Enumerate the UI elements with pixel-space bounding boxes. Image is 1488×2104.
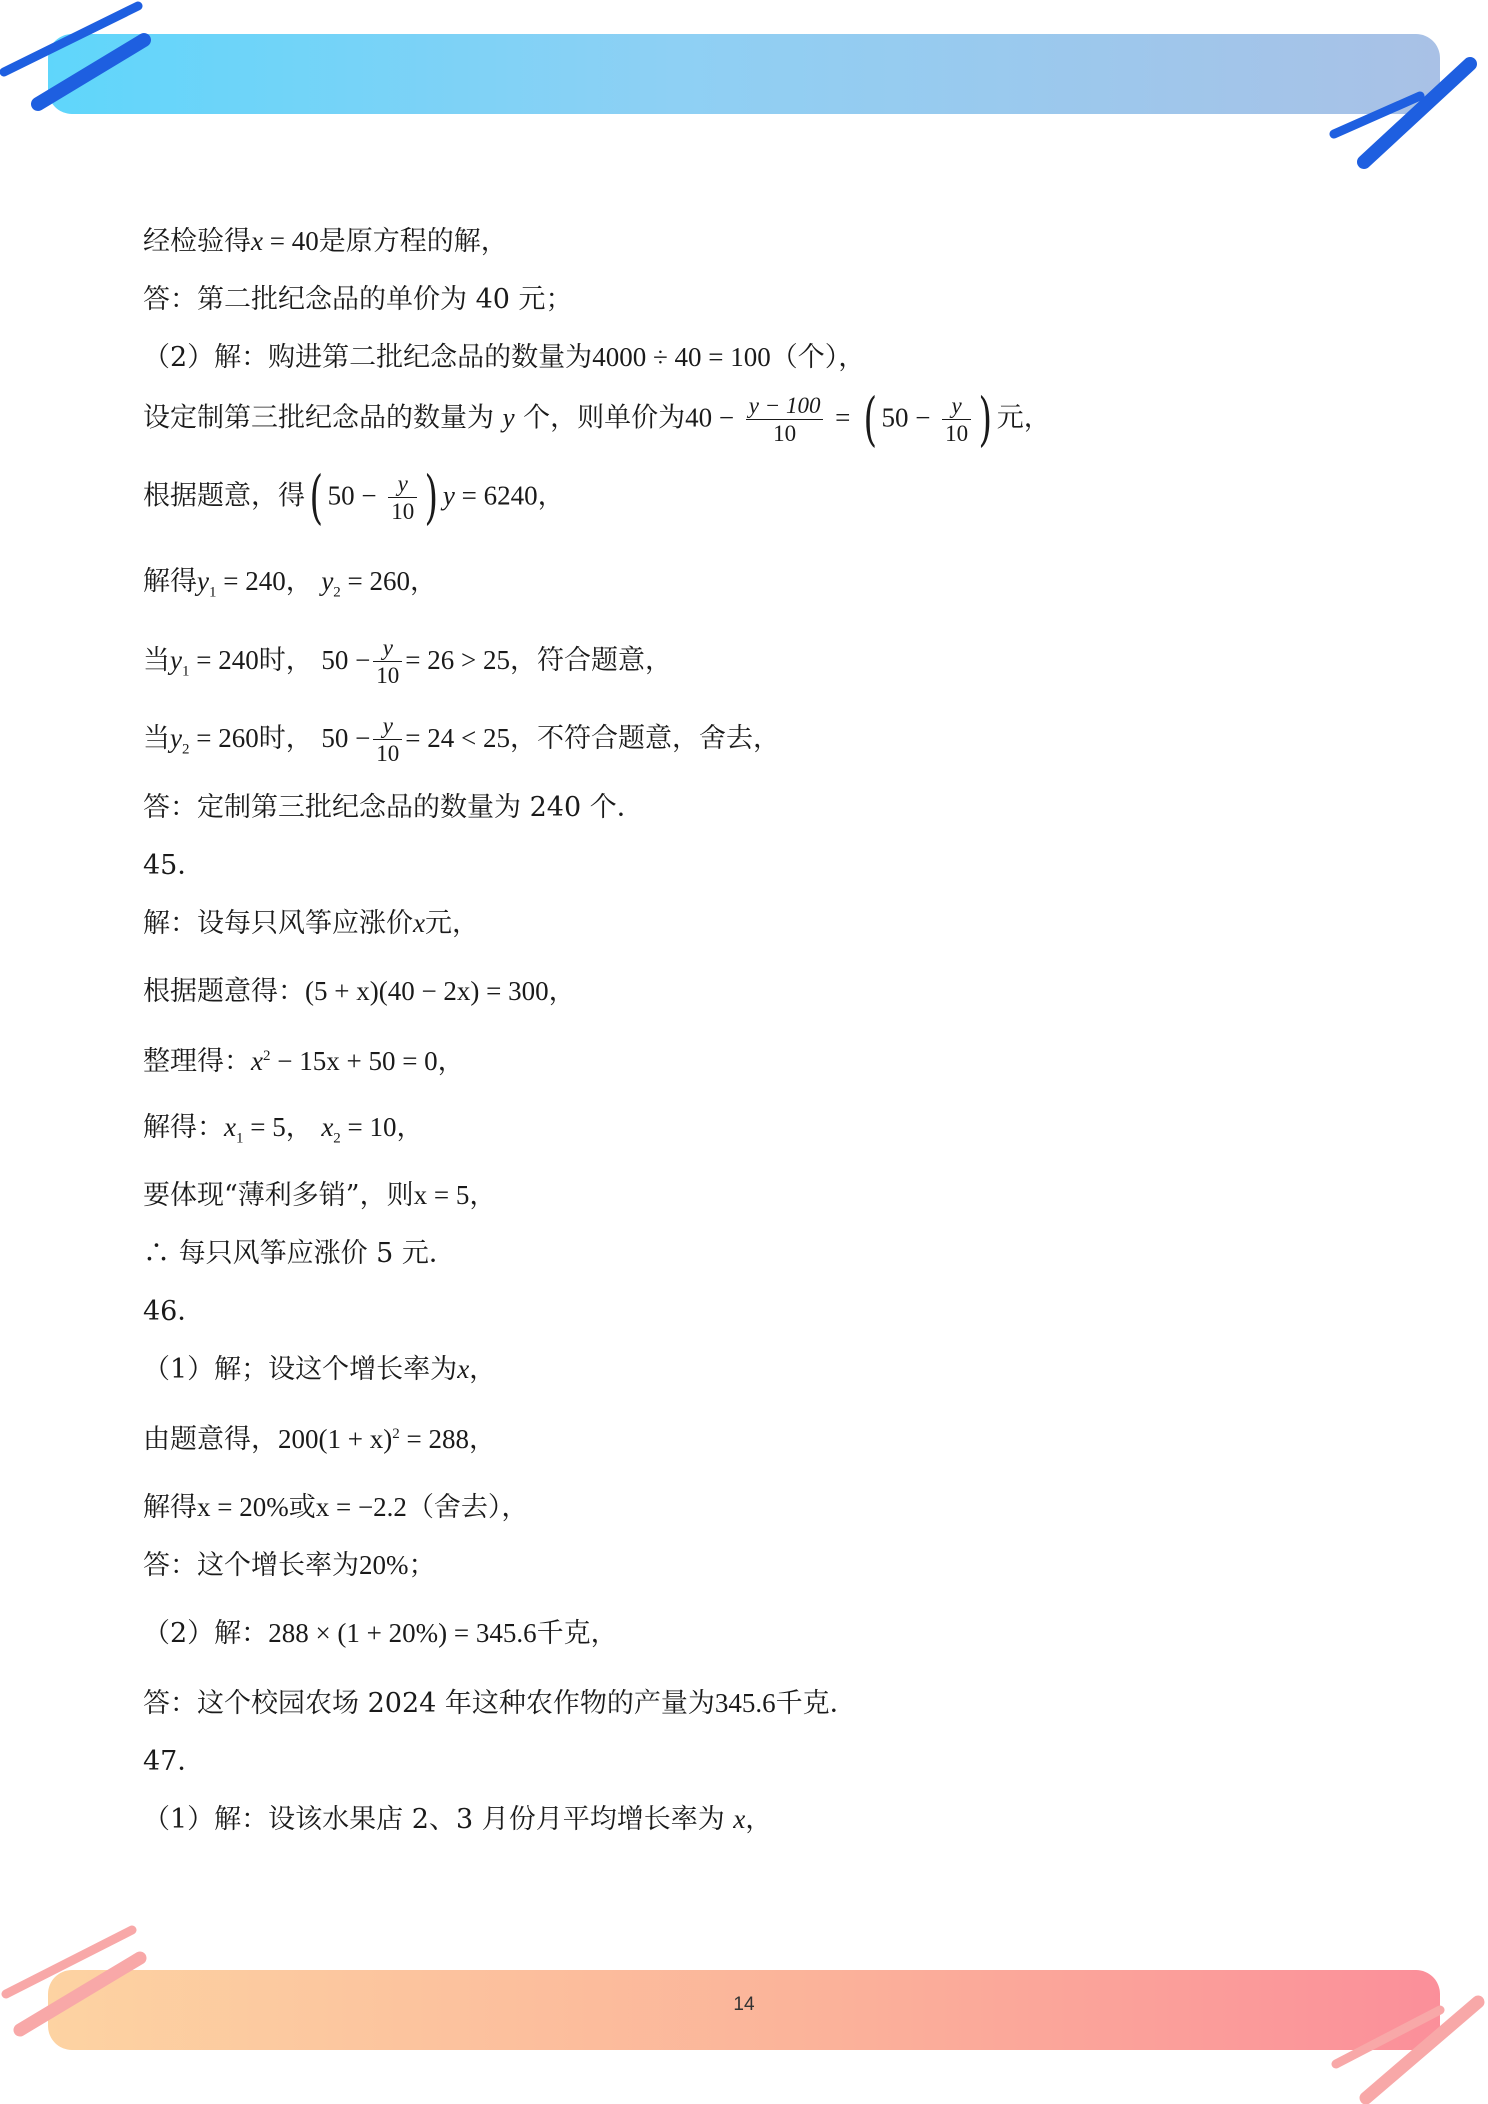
text-line: 答：第二批纪念品的单价为 40 元； [143,284,573,315]
question-number: 47． [143,1746,205,1777]
text-line: 根据题意，得( 50 − $\frac{y}{10}$ ) y = 6240， [143,463,565,531]
text-line: 经检验得x = 40是原方程的解， [143,226,508,257]
question-number: 45． [143,850,205,881]
footer-stripes-left [0,1920,160,2040]
text-line: 解得x = 20%或x = −2.2（舍去）， [143,1492,529,1523]
fraction: $\frac{y}{10}$ [373,636,402,687]
text-line: 解：设每只风筝应涨价x元， [143,908,479,939]
text-line: 解得：$x_1 = 5$， $x_2 = 10$， [143,1112,424,1147]
text-line: 设定制第三批纪念品的数量为 y 个，则单价为40 − $\frac{y - 100}{10}$ = ( 50 − $\frac{y}{10}$ ) 元， [143,385,1051,453]
text-line: 解得$y_1 = 240$， $y_2 = 260$， [143,566,438,601]
text-line: 答：这个增长率为20%； [143,1550,436,1581]
text-line: 要体现“薄利多销”，则x = 5， [143,1180,497,1211]
text-line: 当$y_1 = 240$时， 50 − $\frac{y}{10}$ = 26 > 25，符合题意， [143,635,673,688]
fraction: $\frac{y}{10}$ [942,394,971,445]
text-line: 整理得：$x^2 - 15x + 50 = 0$， [143,1046,465,1077]
stripe-line [6,1930,132,1994]
fraction: $\frac{y - 100}{10}$ [746,394,824,445]
header-stripes-left [0,0,170,120]
text-line: 由题意得，$200(1 + x)^2 = 288$， [143,1424,496,1455]
fraction: $\frac{y}{10}$ [388,472,417,523]
fraction: $\frac{y}{10}$ [373,714,402,765]
header-banner [48,34,1440,114]
text-line: 当$y_2 = 260$时， 50 − $\frac{y}{10}$ = 24 < 25，不符合题意，舍去， [143,713,781,766]
header-stripes-right [1320,50,1488,180]
text-line: 答：这个校园农场 2024 年这种农作物的产量为345.6千克． [143,1688,857,1719]
text-line: ∴ 每只风筝应涨价 5 元． [143,1238,456,1269]
text-line: （2）解：288 × (1 + 20%) = 345.6千克， [143,1618,618,1649]
question-number: 46． [143,1296,205,1327]
page-number: 14 [733,1994,755,2015]
text-line: 答：定制第三批纪念品的数量为 240 个． [143,792,644,823]
text-line: （1）解：设该水果店 2、3 月份月平均增长率为 x， [143,1804,773,1835]
text-line: 根据题意得：(5 + x)(40 − 2x) = 300， [143,976,576,1007]
text-line: （2）解：购进第二批纪念品的数量为4000 ÷ 40 = 100（个）， [143,342,866,373]
text-line: （1）解；设这个增长率为x， [143,1354,497,1385]
